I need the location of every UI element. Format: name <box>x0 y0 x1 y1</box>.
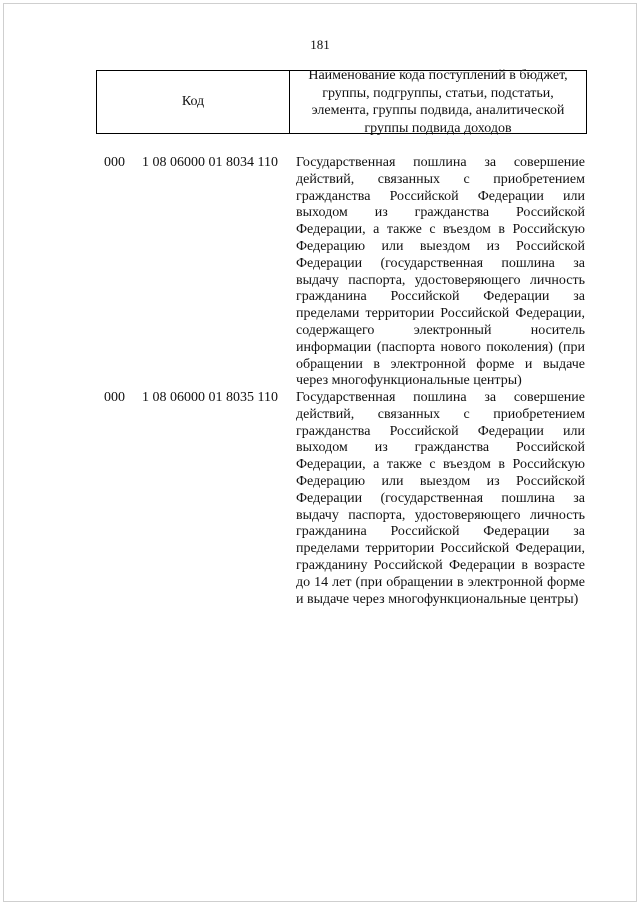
admin-code: 000 <box>104 390 125 405</box>
income-code: 1 08 06000 01 8034 110 <box>142 155 278 170</box>
header-name-cell: Наименование кода поступлений в бюджет, группы, подгруппы, статьи, подстатьи, элемента, группы подвида, аналитической группы подвида доходов <box>308 68 568 136</box>
admin-code: 000 <box>104 155 125 170</box>
income-description: Государственная пошлина за совершение действий, связанных с приобретением гражданства Российской Федерации или выходом из гражданства Российской Федерации, а также с въездом в Российскую Федерацию или выездом из Российской Федерации (государственная пошлина за выдачу паспорта, удостоверяющего личность гражданина Российской Федерации за пределами территории Российской Федерации, содержащего электронный носитель информации (паспорта нового поколения) (при обращении в электронной форме и выдаче через многофункциональные центры) <box>296 155 585 389</box>
header-code-cell: Код <box>97 71 290 133</box>
table-header <box>96 70 587 134</box>
page-number: 181 <box>310 37 330 52</box>
income-code: 1 08 06000 01 8035 110 <box>142 390 278 405</box>
income-description: Государственная пошлина за совершение действий, связанных с приобретением гражданства Российской Федерации или выходом из гражданства Российской Федерации, а также с въездом в Российскую Федерацию или выездом из Российской Федерации (государственная пошлина за выдачу паспорта, удостоверяющего личность гражданина Российской Федерации за пределами территории Российской Федерации, гражданину Российской Федерации в возрасте до 14 лет (при обращении в электронной форме и выдаче через многофункциональные центры) <box>296 390 585 607</box>
